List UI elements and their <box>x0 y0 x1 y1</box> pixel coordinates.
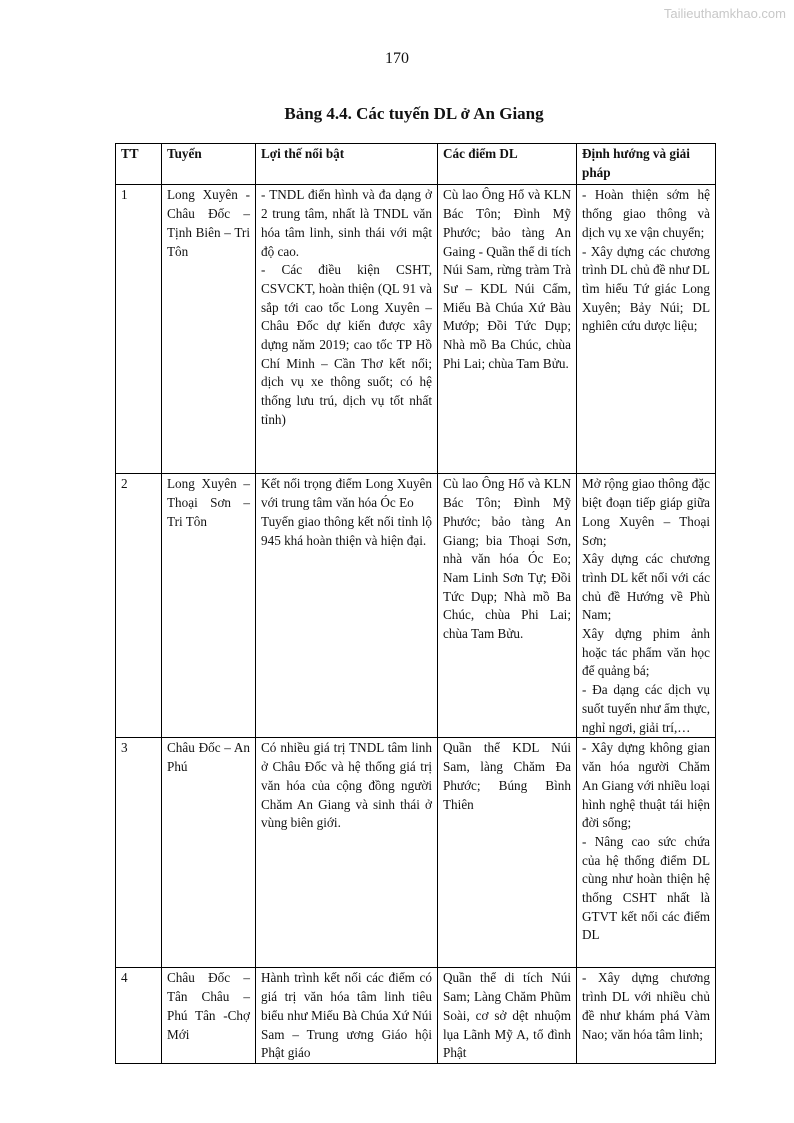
direction-item: - Hoàn thiện sớm hệ thống giao thông và dịch vụ xe vận chuyển; <box>582 187 710 240</box>
cell-tt: 4 <box>116 968 162 1064</box>
cell-points: Quần thể di tích Núi Sam; Làng Chăm Phũm Soài, cơ sở dệt nhuộm lụa Lãnh Mỹ A, tổ đình Phật <box>438 968 577 1064</box>
header-directions: Định hướng và giải pháp <box>577 144 716 185</box>
table-row <box>116 968 716 1064</box>
cell-advantages <box>256 738 438 968</box>
cell-points: Quần thể KDL Núi Sam, làng Chăm Đa Phước; Búng Bình Thiên <box>438 738 577 968</box>
advantage-item: Hành trình kết nối các điểm có giá trị văn hóa tâm linh tiêu biểu như Miếu Bà Chúa Xứ Núi Sam – Trung ương Giáo hội Phật giáo <box>261 970 432 1061</box>
cell-directions <box>577 474 716 738</box>
advantage-item: - TNDL điển hình và đa dạng ở 2 trung tâm, nhất là TNDL văn hóa tâm linh, sinh thái với mật độ cao. <box>261 187 432 259</box>
table-title: Bảng 4.4. Các tuyến DL ở An Giang <box>284 104 544 123</box>
table-row <box>116 738 716 968</box>
cell-directions <box>577 185 716 474</box>
cell-advantages <box>256 968 438 1064</box>
cell-directions <box>577 968 716 1064</box>
cell-advantages <box>256 185 438 474</box>
cell-route: Châu Đốc – Tân Châu – Phú Tân -Chợ Mới <box>162 968 256 1064</box>
direction-item: Xây dựng phim ảnh hoặc tác phẩm văn học để quảng bá; <box>582 626 710 679</box>
direction-item: - Đa dạng các dịch vụ suốt tuyến như ẩm thực, nghỉ ngơi, giải trí,… <box>582 682 710 735</box>
direction-item: - Nâng cao sức chứa của hệ thống điểm DL cùng như hoàn thiện hệ thống CSHT nhất là GTVT kết nối các điểm DL <box>582 833 710 943</box>
cell-route: Long Xuyên – Thoại Sơn – Tri Tôn <box>162 474 256 738</box>
advantage-item: Có nhiều giá trị TNDL tâm linh ở Châu Đốc và hệ thống giá trị văn hóa của cộng đồng người Chăm An Giang và sinh thái ở vùng biên giới. <box>261 740 432 831</box>
cell-points: Cù lao Ông Hổ và KLN Bác Tôn; Đình Mỹ Phước; bảo tàng An Gaing - Quần thể di tích Núi Sam, rừng tràm Trà Sư – KDL Núi Cấm, Miếu Bà Chúa Xứ Bàu Mướp; Đồi Tức Dụp; Nhà mồ Ba Chúc, chùa Phi Lai; chùa Tam Bửu. <box>438 185 577 474</box>
header-tt: TT <box>116 144 162 185</box>
header-points: Các điểm DL <box>438 144 577 185</box>
header-route: Tuyến <box>162 144 256 185</box>
header-advantages: Lợi thế nổi bật <box>256 144 438 185</box>
direction-item: - Xây dựng không gian văn hóa người Chăm An Giang với nhiều loại hình nghệ thuật tái hiện đời sống; <box>582 740 710 831</box>
cell-tt: 1 <box>116 185 162 474</box>
direction-item: Mở rộng giao thông đặc biệt đoạn tiếp giáp giữa Long Xuyên – Thoại Sơn; <box>582 476 710 548</box>
cell-route: Long Xuyên - Châu Đốc – Tịnh Biên – Tri Tôn <box>162 185 256 474</box>
cell-tt: 3 <box>116 738 162 968</box>
cell-points: Cù lao Ông Hổ và KLN Bác Tôn; Đình Mỹ Phước; bảo tàng An Giang; bia Thoại Sơn, nhà văn hóa Óc Eo; Nam Linh Sơn Tự; Đồi Tức Dụp; Nhà mồ Ba Chúc, chùa Phi Lai; chùa Tam Bửu. <box>438 474 577 738</box>
watermark: Tailieuthamkhao.com <box>663 6 786 21</box>
table-row <box>116 185 716 474</box>
cell-tt: 2 <box>116 474 162 738</box>
direction-item: - Xây dựng chương trình DL với nhiều chủ đề như khám phá Vàm Nao; văn hóa tâm linh; <box>582 970 710 1042</box>
cell-advantages <box>256 474 438 738</box>
direction-item: Xây dựng các chương trình DL kết nối với các chủ đề Hướng về Phù Nam; <box>582 551 710 623</box>
direction-item: - Xây dựng các chương trình DL chủ đề như DL tìm hiểu Tứ giác Long Xuyên; Bảy Núi; DL nghiên cứu dược liệu; <box>582 243 710 334</box>
cell-directions <box>577 738 716 968</box>
table-header-row <box>116 144 716 185</box>
advantage-item: - Các điều kiện CSHT, CSVCKT, hoàn thiện (QL 91 và sắp tới cao tốc Long Xuyên – Châu Đốc dự kiến được xây dựng năm 2019; cao tốc TP Hồ Chí Minh – Cần Thơ kết nối; dịch vụ xe thông suốt; có hệ thống lưu trú, dịch vụ tốt nhất tỉnh) <box>261 262 432 427</box>
page-number: 170 <box>385 50 409 67</box>
cell-route: Châu Đốc – An Phú <box>162 738 256 968</box>
advantage-item: Tuyến giao thông kết nối tỉnh lộ 945 khá hoàn thiện và hiện đại. <box>261 513 432 548</box>
routes-table <box>115 143 716 1064</box>
table-row <box>116 474 716 738</box>
advantage-item: Kết nối trọng điểm Long Xuyên với trung tâm văn hóa Óc Eo <box>261 476 432 511</box>
